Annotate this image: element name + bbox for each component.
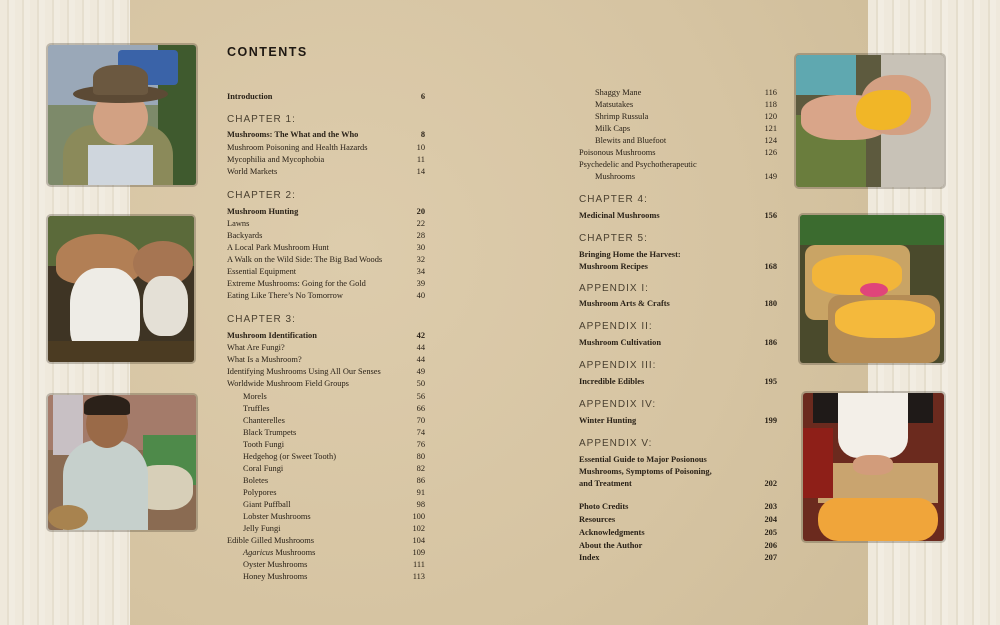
toc-entry-title: Morels	[243, 392, 267, 401]
toc-entry-page: 195	[764, 377, 777, 386]
contents-heading: CONTENTS	[227, 45, 308, 59]
toc-entry-title: Psychedelic and Psychotherapeutic	[579, 160, 697, 169]
toc-entry-title: A Local Park Mushroom Hunt	[227, 243, 329, 252]
toc-entry-page: 100	[412, 512, 425, 521]
toc-entry-page: 80	[416, 452, 425, 461]
toc-entry-page: 30	[416, 243, 425, 252]
chapter-label: APPENDIX II:	[579, 321, 653, 332]
toc-entry-page: 207	[764, 553, 777, 562]
toc-entry-page: 56	[416, 392, 425, 401]
toc-entry-page: 202	[764, 479, 777, 488]
toc-entry-title: Mushrooms	[595, 172, 636, 181]
toc-entry[interactable]	[227, 428, 425, 438]
toc-entry-title: Incredible Edibles	[579, 377, 645, 386]
toc-entry-page: 126	[764, 148, 777, 157]
toc-entry[interactable]	[227, 231, 425, 241]
chapter-label: CHAPTER 1:	[227, 114, 296, 125]
toc-entry-page: 156	[764, 211, 777, 220]
toc-entry-title: Poisonous Mushrooms	[579, 148, 656, 157]
toc-entry-title: Hedgehog (or Sweet Tooth)	[243, 452, 336, 461]
toc-entry[interactable]	[227, 219, 425, 229]
toc-entry-page: 22	[416, 219, 425, 228]
toc-entry-title: Essential Guide to Major Posionous	[579, 455, 707, 464]
toc-entry-title: Matsutakes	[595, 100, 634, 109]
toc-entry-page: 6	[420, 92, 425, 101]
toc-entry-title: Introduction	[227, 92, 273, 101]
toc-entry[interactable]	[579, 148, 777, 158]
toc-entry-title: Bringing Home the Harvest:	[579, 250, 681, 259]
toc-entry-page: 86	[416, 476, 425, 485]
toc-entry[interactable]	[227, 279, 425, 289]
toc-entry-title: Polypores	[243, 488, 277, 497]
toc-entry-title: Mushroom Cultivation	[579, 338, 661, 347]
toc-entry-page: 40	[416, 291, 425, 300]
toc-entry-title: A Walk on the Wild Side: The Big Bad Woods	[227, 255, 383, 264]
toc-entry-title: Shaggy Mane	[595, 88, 642, 97]
toc-entry-page: 32	[416, 255, 425, 264]
toc-entry-page: 74	[416, 428, 425, 437]
toc-entry[interactable]	[579, 211, 777, 221]
toc-entry-page: 120	[764, 112, 777, 121]
toc-entry-page: 98	[416, 500, 425, 509]
toc-entry-page: 205	[764, 528, 777, 537]
toc-entry[interactable]	[579, 124, 777, 134]
toc-entry-page: 180	[764, 299, 777, 308]
toc-entry-title: Jelly Fungi	[243, 524, 281, 533]
toc-entry-title: Shrimp Russula	[595, 112, 649, 121]
toc-entry[interactable]	[579, 416, 777, 426]
toc-entry-page: 44	[416, 355, 425, 364]
toc-entry-title: Mushroom Recipes	[579, 262, 648, 271]
toc-entry[interactable]	[227, 500, 425, 510]
toc-entry-title: Worldwide Mushroom Field Groups	[227, 379, 349, 388]
toc-entry-title: Essential Equipment	[227, 267, 297, 276]
toc-entry-title: Honey Mushrooms	[243, 572, 308, 581]
toc-entry[interactable]	[227, 440, 425, 450]
toc-entry-title: Mushroom Arts & Crafts	[579, 299, 670, 308]
toc-entry[interactable]	[579, 467, 777, 477]
toc-entry[interactable]	[227, 560, 425, 570]
toc-entry[interactable]	[227, 291, 425, 301]
chapter-label: APPENDIX III:	[579, 360, 657, 371]
toc-entry-title: Truffles	[243, 404, 270, 413]
photo-market-vendor	[48, 395, 196, 530]
toc-entry[interactable]	[227, 367, 425, 377]
toc-entry[interactable]	[227, 512, 425, 522]
toc-entry-title: Medicinal Mushrooms	[579, 211, 660, 220]
toc-entry[interactable]	[579, 541, 777, 551]
toc-entry[interactable]	[579, 502, 777, 512]
toc-entry-title: Eating Like There’s No Tomorrow	[227, 291, 343, 300]
toc-entry[interactable]	[227, 255, 425, 265]
toc-entry[interactable]	[227, 416, 425, 426]
toc-entry-page: 116	[764, 88, 777, 97]
toc-entry[interactable]	[227, 476, 425, 486]
toc-entry[interactable]	[579, 136, 777, 146]
toc-entry-page: 82	[416, 464, 425, 473]
toc-entry-page: 149	[764, 172, 777, 181]
toc-entry[interactable]	[227, 392, 425, 402]
toc-entry-page: 104	[412, 536, 425, 545]
toc-entry[interactable]	[227, 343, 425, 353]
toc-entry-page: 199	[764, 416, 777, 425]
toc-entry-page: 44	[416, 343, 425, 352]
toc-entry-title: What Are Fungi?	[227, 343, 285, 352]
photo-cooking	[803, 393, 944, 541]
toc-entry-title: Lawns	[227, 219, 250, 228]
toc-entry-page: 14	[416, 167, 425, 176]
toc-entry-page: 11	[416, 155, 425, 164]
toc-entry-page: 70	[416, 416, 425, 425]
toc-entry[interactable]	[227, 92, 425, 102]
toc-entry[interactable]	[579, 553, 777, 563]
toc-entry[interactable]	[227, 404, 425, 414]
toc-entry-page: 206	[764, 541, 777, 550]
toc-entry[interactable]	[227, 130, 425, 140]
chapter-label: CHAPTER 4:	[579, 194, 648, 205]
toc-entry[interactable]	[227, 548, 425, 558]
toc-entry[interactable]	[227, 488, 425, 498]
toc-entry-page: 10	[416, 143, 425, 152]
toc-entry-page: 111	[413, 560, 425, 569]
toc-entry-page: 124	[764, 136, 777, 145]
photo-puffball	[48, 216, 194, 362]
toc-entry[interactable]	[227, 379, 425, 389]
toc-entry-title: Resources	[579, 515, 616, 524]
toc-entry[interactable]	[579, 338, 777, 348]
toc-entry-title: Index	[579, 553, 600, 562]
toc-entry[interactable]	[579, 455, 777, 465]
toc-entry[interactable]	[227, 572, 425, 582]
toc-entry[interactable]	[227, 267, 425, 277]
toc-entry-title: Tooth Fungi	[243, 440, 285, 449]
toc-entry[interactable]	[227, 155, 425, 165]
toc-entry[interactable]	[227, 355, 425, 365]
toc-entry-title: Mushroom Poisoning and Health Hazards	[227, 143, 368, 152]
toc-entry-page: 50	[416, 379, 425, 388]
chapter-label: CHAPTER 5:	[579, 233, 648, 244]
toc-entry-page: 121	[764, 124, 777, 133]
toc-left-column	[227, 0, 425, 625]
toc-entry-page: 49	[416, 367, 425, 376]
toc-entry-title: About the Author	[579, 541, 643, 550]
toc-entry[interactable]	[579, 160, 777, 170]
toc-entry[interactable]	[227, 524, 425, 534]
photo-hunter-hat	[48, 45, 196, 185]
toc-entry-page: 102	[412, 524, 425, 533]
toc-entry-title: What Is a Mushroom?	[227, 355, 302, 364]
toc-entry[interactable]	[579, 377, 777, 387]
toc-entry-title: Giant Puffball	[243, 500, 291, 509]
toc-entry-title: Mushroom Identification	[227, 331, 317, 340]
toc-entry-page: 203	[764, 502, 777, 511]
toc-entry-title: Edible Gilled Mushrooms	[227, 536, 315, 545]
toc-entry-page: 168	[764, 262, 777, 271]
toc-entry-title: Black Trumpets	[243, 428, 297, 437]
chapter-label: CHAPTER 3:	[227, 314, 296, 325]
toc-entry-page: 66	[416, 404, 425, 413]
toc-right-column	[579, 0, 777, 625]
toc-entry[interactable]	[579, 88, 777, 98]
toc-entry-title: Mushroom Hunting	[227, 207, 299, 216]
toc-entry-page: 76	[416, 440, 425, 449]
toc-entry-title: Milk Caps	[595, 124, 631, 133]
toc-entry[interactable]	[227, 207, 425, 217]
chapter-label: APPENDIX I:	[579, 283, 649, 294]
toc-entry-page: 204	[764, 515, 777, 524]
toc-entry-page: 28	[416, 231, 425, 240]
toc-entry-title: Extreme Mushrooms: Going for the Gold	[227, 279, 366, 288]
toc-entry-title: Identifying Mushrooms Using All Our Senses	[227, 367, 381, 376]
toc-entry-title: World Markets	[227, 167, 278, 176]
toc-entry[interactable]	[227, 452, 425, 462]
toc-entry[interactable]	[579, 515, 777, 525]
photo-baskets	[800, 215, 944, 363]
toc-entry-title: and Treatment	[579, 479, 632, 488]
toc-entry-page: 91	[416, 488, 425, 497]
chapter-label: APPENDIX IV:	[579, 399, 657, 410]
toc-entry[interactable]	[227, 464, 425, 474]
toc-entry-title: Lobster Mushrooms	[243, 512, 311, 521]
toc-entry[interactable]	[579, 528, 777, 538]
toc-entry-page: 34	[416, 267, 425, 276]
chapter-label: APPENDIX V:	[579, 438, 653, 449]
toc-entry-title: Mushrooms: The What and the Who	[227, 130, 359, 139]
toc-entry[interactable]	[579, 262, 777, 272]
toc-entry-title: Chanterelles	[243, 416, 285, 425]
chapter-label: CHAPTER 2:	[227, 190, 296, 201]
toc-entry-title: Winter Hunting	[579, 416, 637, 425]
toc-entry-title: Mycophilia and Mycophobia	[227, 155, 325, 164]
toc-entry-title: Coral Fungi	[243, 464, 284, 473]
toc-entry[interactable]	[579, 112, 777, 122]
toc-entry[interactable]	[227, 167, 425, 177]
toc-entry[interactable]	[227, 331, 425, 341]
toc-entry-page: 42	[416, 331, 425, 340]
toc-entry-title: Backyards	[227, 231, 263, 240]
toc-entry-page: 39	[416, 279, 425, 288]
toc-entry-title: Acknowledgments	[579, 528, 645, 537]
toc-entry-page: 8	[420, 130, 425, 139]
toc-entry[interactable]	[227, 536, 425, 546]
toc-entry-title: Mushrooms, Symptoms of Poisoning,	[579, 467, 712, 476]
toc-entry-page: 118	[764, 100, 777, 109]
toc-entry-page: 186	[764, 338, 777, 347]
toc-entry-page: 20	[416, 207, 425, 216]
toc-entry-title: Photo Credits	[579, 502, 629, 511]
toc-entry[interactable]	[579, 250, 777, 260]
toc-entry[interactable]	[579, 479, 777, 489]
toc-entry-title: Boletes	[243, 476, 269, 485]
toc-entry[interactable]	[579, 172, 777, 182]
toc-entry[interactable]	[579, 299, 777, 309]
toc-entry[interactable]	[227, 143, 425, 153]
toc-entry-title: Agaricus Mushrooms	[243, 548, 316, 557]
toc-entry[interactable]	[227, 243, 425, 253]
toc-entry-title: Oyster Mushrooms	[243, 560, 308, 569]
toc-entry-page: 109	[412, 548, 425, 557]
toc-entry-page: 113	[412, 572, 425, 581]
photo-hands-chanterelle	[796, 55, 944, 187]
toc-entry[interactable]	[579, 100, 777, 110]
toc-entry-title: Blewits and Bluefoot	[595, 136, 667, 145]
